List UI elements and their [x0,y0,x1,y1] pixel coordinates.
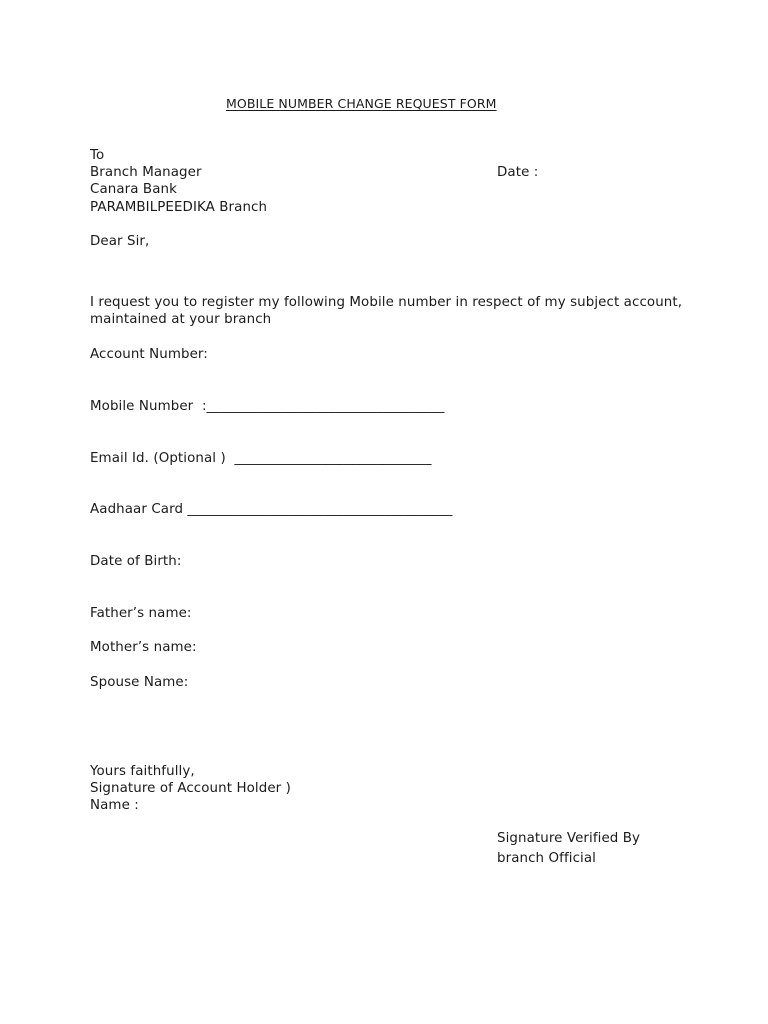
spouse-name-field: Spouse Name: [90,675,189,690]
form-title: MOBILE NUMBER CHANGE REQUEST FORM [226,96,497,111]
father-name-field: Father’s name: [90,606,192,621]
address-to: To [90,148,105,163]
address-branch: PARAMBILPEEDIKA Branch [90,200,268,215]
mother-name-field: Mother’s name: [90,640,197,655]
request-text-line1: I request you to register my following Mobile number in respect of my subject account, [90,295,683,310]
closing-name: Name : [90,798,139,813]
verification-line2: branch Official [497,851,597,866]
closing-signature: Signature of Account Holder ) [90,781,291,796]
account-number-field: Account Number: [90,347,208,362]
verification-line1: Signature Verified By [497,831,641,846]
address-bank: Canara Bank [90,182,177,197]
date-label: Date : [497,165,539,180]
salutation: Dear Sir, [90,234,150,249]
aadhaar-field: Aadhaar Card _______________________________________ [90,502,453,517]
mobile-number-field: Mobile Number :___________________________________ [90,399,445,414]
email-field: Email Id. (Optional ) _____________________________ [90,451,432,466]
address-recipient: Branch Manager [90,165,202,180]
request-text-line2: maintained at your branch [90,312,272,327]
closing-yours: Yours faithfully, [90,764,195,779]
date-of-birth-field: Date of Birth: [90,554,182,569]
